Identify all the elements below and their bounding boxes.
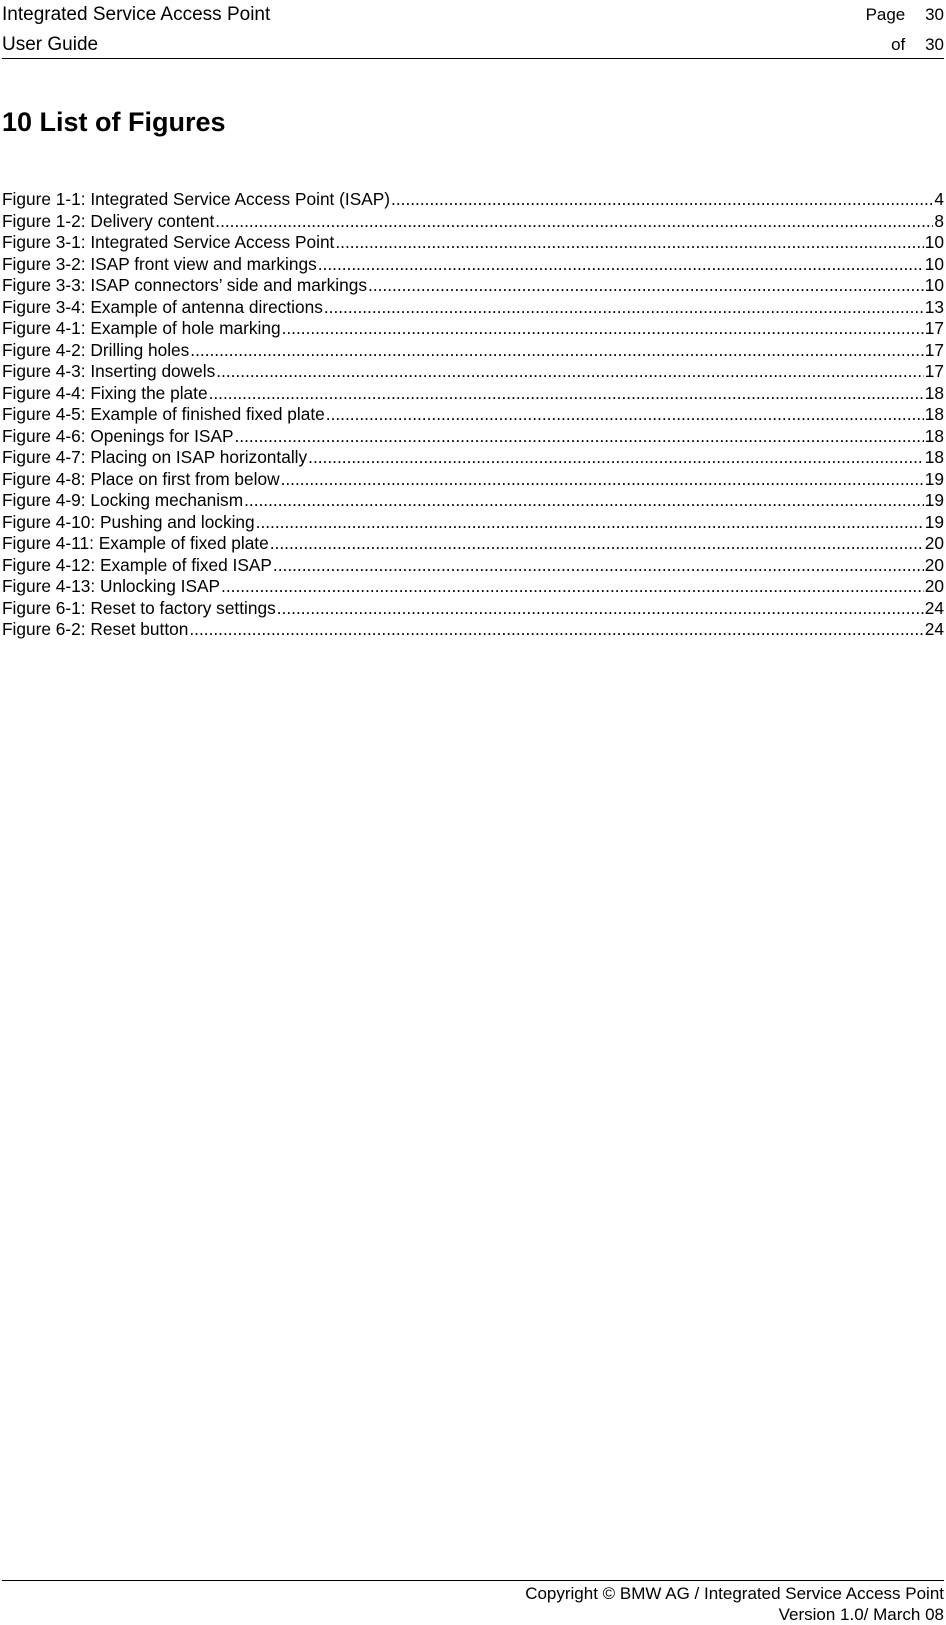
toc-dot-leader (368, 275, 924, 297)
toc-entry-label: Figure 4-12: Example of fixed ISAP (2, 554, 272, 575)
toc-entry[interactable] (2, 361, 944, 383)
toc-dot-leader (190, 340, 923, 362)
toc-entry[interactable] (2, 275, 944, 297)
toc-entry-label: Figure 4-10: Pushing and locking (2, 511, 255, 532)
toc-entry[interactable] (2, 340, 944, 362)
toc-entry-page: 10 (924, 253, 944, 274)
toc-entry[interactable] (2, 447, 944, 469)
toc-dot-leader (221, 576, 924, 598)
toc-entry-page: 18 (924, 425, 944, 446)
toc-entry[interactable] (2, 469, 944, 491)
toc-entry-label: Figure 6-1: Reset to factory settings (2, 597, 276, 618)
toc-entry[interactable] (2, 512, 944, 534)
toc-entry[interactable] (2, 426, 944, 448)
toc-entry-label: Figure 4-5: Example of finished fixed plate (2, 404, 325, 424)
toc-entry-page: 10 (924, 275, 944, 295)
toc-entry[interactable] (2, 297, 944, 319)
toc-entry-page: 18 (924, 447, 944, 467)
toc-entry[interactable] (2, 404, 944, 426)
toc-entry-label: Figure 4-11: Example of fixed plate (2, 533, 269, 553)
toc-entry-page: 8 (934, 210, 944, 231)
toc-entry-label: Figure 4-13: Unlocking ISAP (2, 576, 221, 596)
toc-entry-label: Figure 3-1: Integrated Service Access Point (2, 232, 335, 252)
toc-entry-label: Figure 4-6: Openings for ISAP (2, 425, 234, 446)
toc-dot-leader (318, 254, 924, 276)
toc-entry-label: Figure 3-3: ISAP connectors’ side and markings (2, 275, 368, 295)
toc-dot-leader (281, 469, 924, 491)
footer-version: Version 1.0/ March 08 (778, 1605, 944, 1624)
toc-entry-page: 19 (924, 490, 944, 510)
toc-entry-label: Figure 1-2: Delivery content (2, 210, 215, 231)
toc-dot-leader (335, 232, 923, 254)
list-of-figures (2, 189, 944, 641)
toc-entry-page: 24 (924, 619, 944, 639)
toc-entry[interactable] (2, 576, 944, 598)
toc-dot-leader (189, 619, 923, 641)
toc-dot-leader (273, 555, 924, 577)
toc-entry-page: 18 (924, 404, 944, 424)
page-label: Page (865, 5, 906, 24)
doc-subtitle: User Guide (2, 34, 99, 55)
toc-entry-page: 24 (924, 597, 944, 618)
toc-entry-page: 13 (924, 296, 944, 317)
doc-title: Integrated Service Access Point (2, 4, 271, 25)
toc-entry-label: Figure 4-1: Example of hole marking (2, 318, 281, 338)
toc-entry-page: 17 (924, 318, 944, 338)
footer-copyright: Copyright © BMW AG / Integrated Service Access Point (525, 1584, 944, 1603)
toc-dot-leader (216, 361, 924, 383)
toc-entry-label: Figure 4-7: Placing on ISAP horizontally (2, 447, 308, 467)
toc-dot-leader (391, 189, 933, 211)
toc-dot-leader (256, 512, 924, 534)
toc-entry[interactable] (2, 318, 944, 340)
toc-entry-label: Figure 4-4: Fixing the plate (2, 382, 208, 403)
toc-entry-label: Figure 3-4: Example of antenna directions (2, 296, 323, 317)
toc-entry-label: Figure 3-2: ISAP front view and markings (2, 253, 317, 274)
toc-entry-page: 4 (934, 189, 944, 209)
toc-entry[interactable] (2, 490, 944, 512)
toc-entry[interactable] (2, 211, 944, 233)
toc-entry[interactable] (2, 189, 944, 211)
toc-entry[interactable] (2, 254, 944, 276)
toc-entry-label: Figure 6-2: Reset button (2, 619, 189, 639)
toc-entry-page: 19 (924, 468, 944, 489)
toc-entry[interactable] (2, 383, 944, 405)
header-doc-info (2, 0, 270, 60)
toc-entry[interactable] (2, 533, 944, 555)
toc-entry-page: 19 (924, 511, 944, 532)
page-header (2, 0, 944, 59)
toc-dot-leader (282, 318, 924, 340)
toc-entry-label: Figure 4-8: Place on first from below (2, 468, 280, 489)
toc-dot-leader (326, 404, 924, 426)
toc-entry[interactable] (2, 598, 944, 620)
toc-entry-page: 17 (924, 361, 944, 381)
toc-dot-leader (270, 533, 924, 555)
toc-dot-leader (209, 383, 924, 405)
toc-dot-leader (277, 598, 924, 620)
toc-entry-page: 18 (924, 382, 944, 403)
toc-entry-label: Figure 4-2: Drilling holes (2, 339, 190, 360)
section-title: 10 List of Figures (2, 107, 226, 137)
toc-entry-page: 17 (924, 339, 944, 360)
toc-entry[interactable] (2, 555, 944, 577)
toc-entry-page: 20 (924, 576, 944, 596)
toc-dot-leader (244, 490, 924, 512)
toc-entry-label: Figure 4-9: Locking mechanism (2, 490, 244, 510)
toc-entry-page: 20 (924, 554, 944, 575)
toc-entry[interactable] (2, 619, 944, 641)
of-label: of (891, 35, 906, 54)
header-page-info (845, 0, 944, 60)
toc-dot-leader (324, 297, 924, 319)
page-footer (2, 1580, 944, 1625)
toc-dot-leader (235, 426, 924, 448)
toc-entry-page: 10 (924, 232, 944, 252)
toc-entry-label: Figure 1-1: Integrated Service Access Point (ISAP) (2, 189, 391, 209)
toc-dot-leader (308, 447, 924, 469)
page-number: 30 (925, 5, 944, 24)
toc-entry-label: Figure 4-3: Inserting dowels (2, 361, 216, 381)
toc-entry-page: 20 (924, 533, 944, 553)
page-total: 30 (925, 35, 944, 54)
toc-dot-leader (215, 211, 933, 233)
toc-entry[interactable] (2, 232, 944, 254)
